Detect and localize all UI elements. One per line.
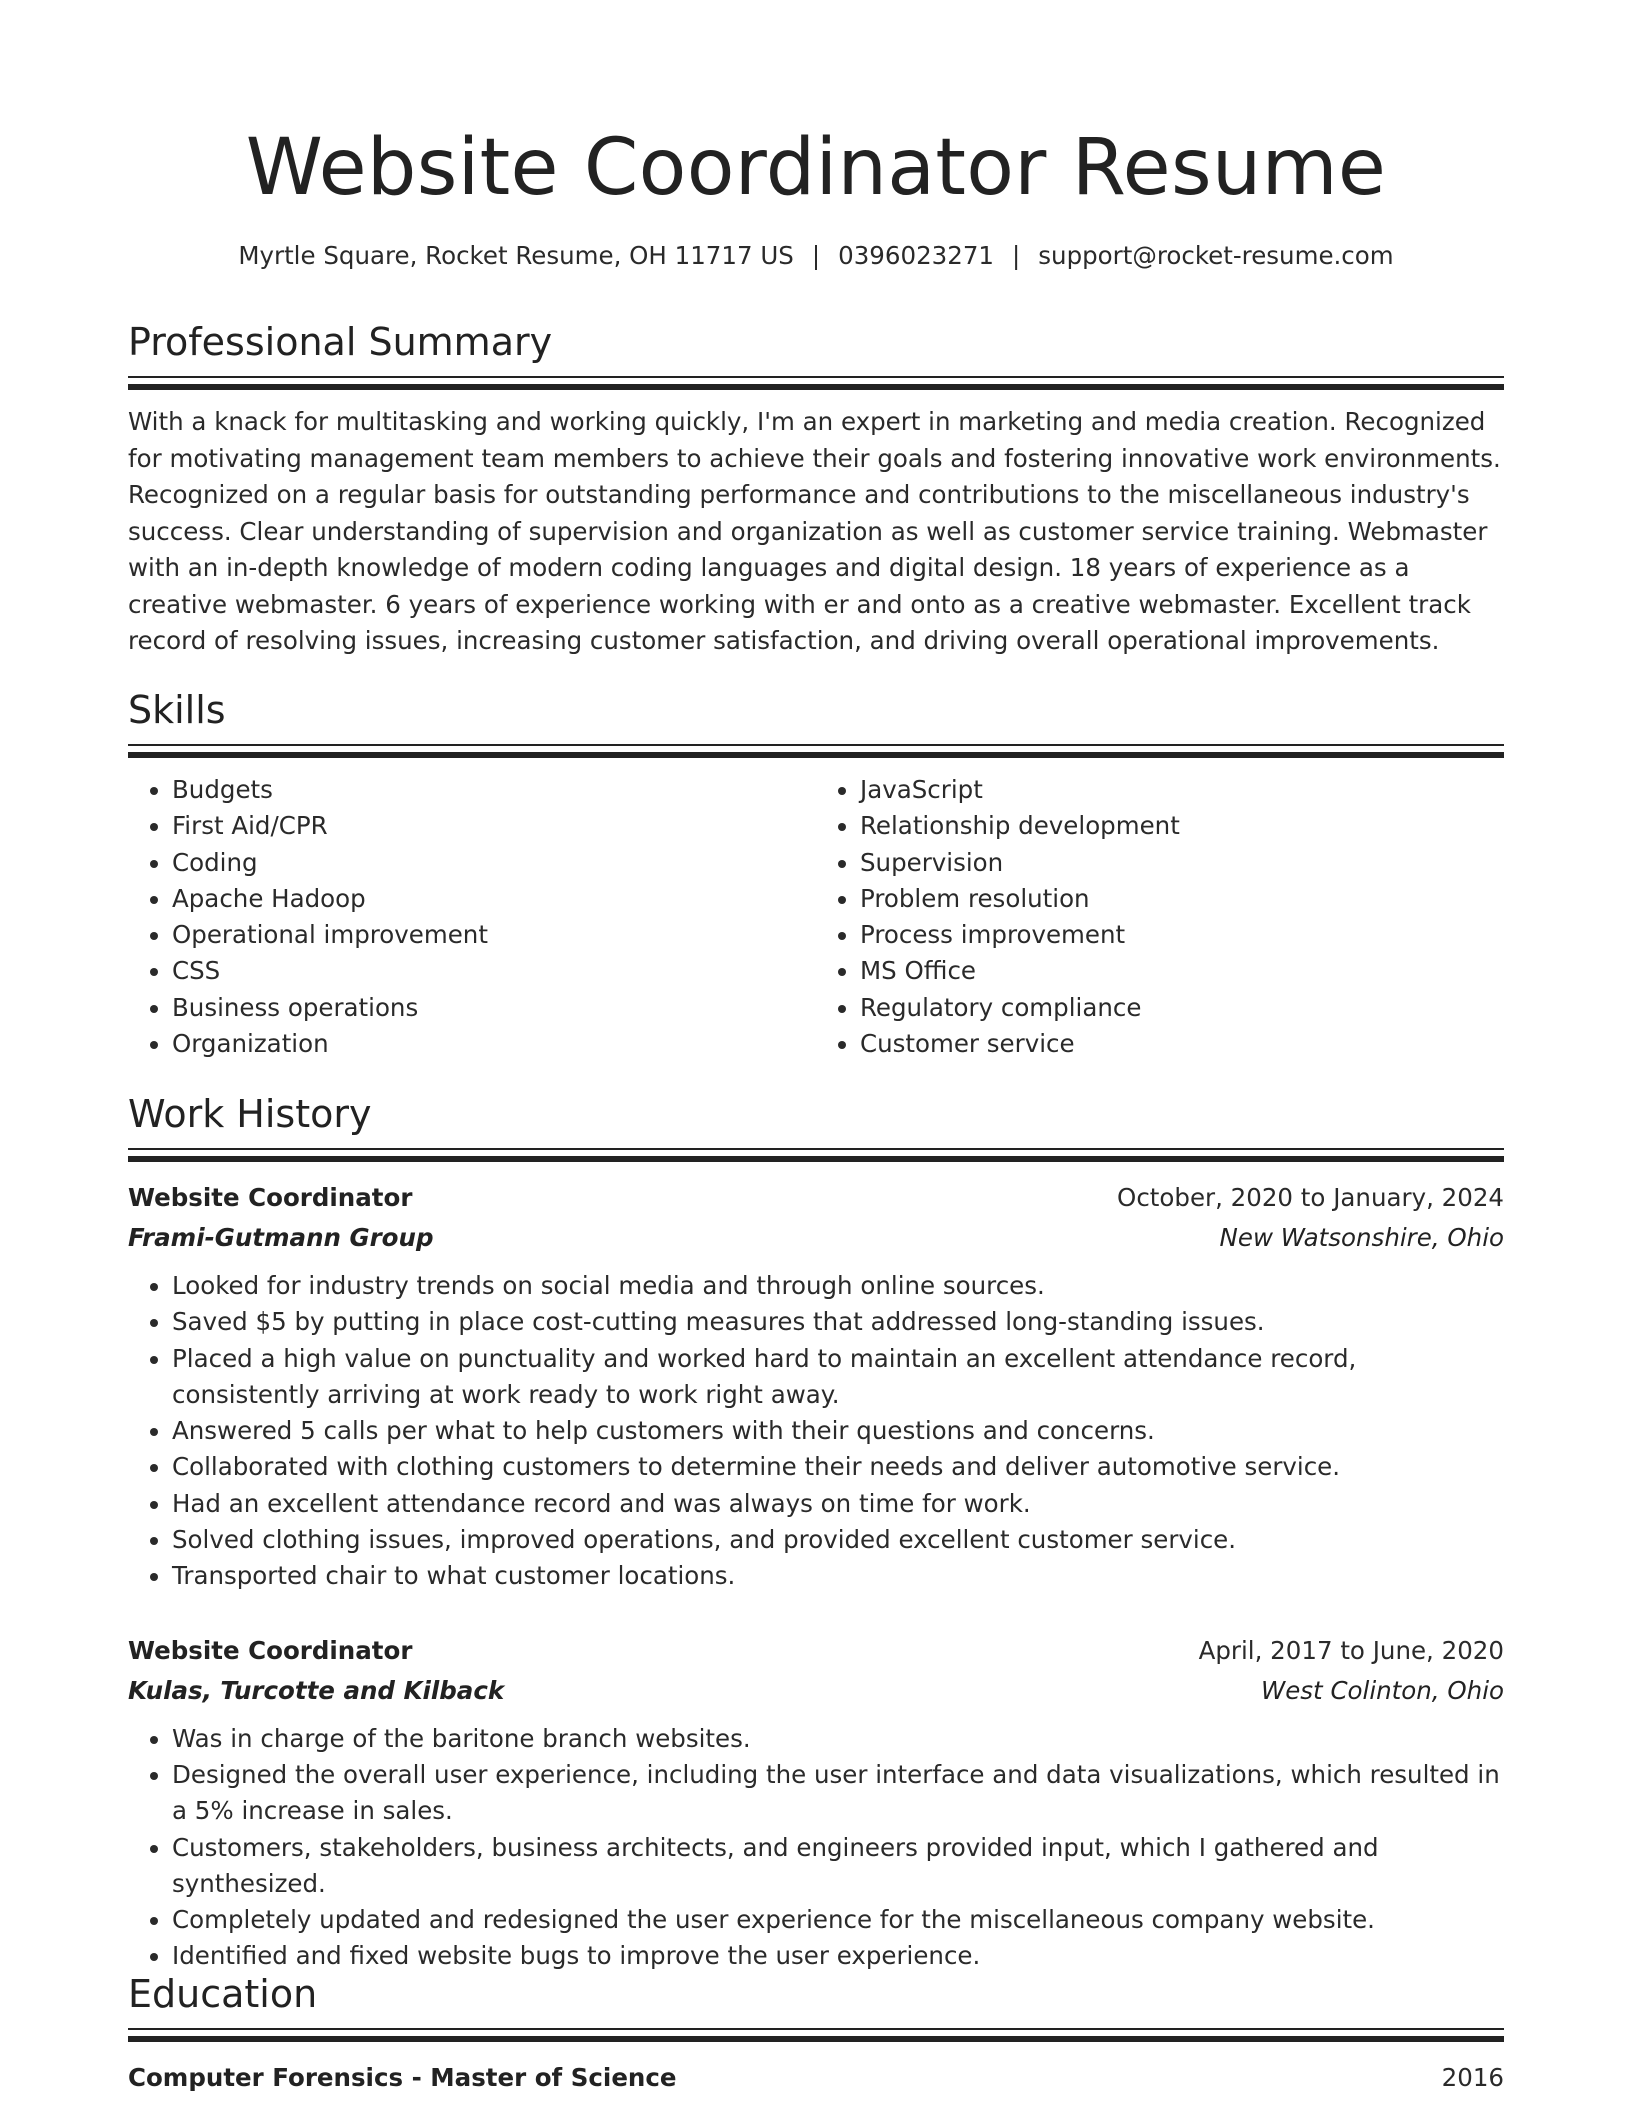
skill-item: • Customer service [860,1026,1504,1062]
job-header [128,1631,1504,1671]
job-title: Website Coordinator [128,1183,413,1212]
job-company: Kulas, Turcotte and Kilback [128,1675,505,1705]
work-history-section [128,1090,1504,1975]
summary-text: With a knack for multitasking and working quickly, I'm an expert in marketing and media creation. Recognized for motivating management team members to achieve their goals and fostering innovative work environments. Recognized on a regular basis for outstanding performance and contributions to the miscellaneous industry's success. Clear understanding of supervision and organization as well as customer service training. Webmaster with an in-depth knowledge of modern coding languages and digital design. 18 years of experience as a creative webmaster. 6 years of experience working with er and onto as a creative webmaster. Excellent track record of resolving issues, increasing customer satisfaction, and driving overall operational improvements. [128,407,1501,655]
contact-separator: | [811,241,821,270]
job-location: New Watsonshire, Ohio [1219,1223,1504,1252]
education-entry [128,2058,1504,2098]
job-entry [128,1631,1504,1975]
skill-item: • JavaScript [860,772,1504,808]
contact-address: Myrtle Square, Rocket Resume, OH 11717 US [238,241,794,270]
job-bullet: • Transported chair to what customer locations. [172,1558,1504,1594]
section-divider [128,1148,1504,1162]
education-year: 2016 [1441,2063,1504,2092]
job-bullet: • Designed the overall user experience, including the user interface and data visualizations, which resulted in a 5% increase in sales. [172,1757,1504,1830]
professional-summary-section [128,318,1504,660]
job-bullet: • Looked for industry trends on social media and through online sources. [172,1268,1504,1304]
resume-page [128,0,1504,2112]
contact-separator: | [1012,241,1021,270]
skill-item: • First Aid/CPR [172,808,816,844]
job-bullet: • Answered 5 calls per what to help customers with their questions and concerns. [172,1413,1504,1449]
section-divider [128,376,1504,390]
section-heading: Professional Summary [128,320,553,364]
skill-item: • Problem resolution [860,881,1504,917]
section-divider [128,2028,1504,2042]
skills-section [128,686,1504,1062]
skill-item: • Organization [172,1026,816,1062]
skills-list-right [816,772,1504,1062]
section-heading: Skills [128,688,226,732]
job-bullet: • Was in charge of the baritone branch websites. [172,1721,1504,1757]
resume-title: Website Coordinator Resume [245,123,1387,213]
skill-item: • CSS [172,953,816,989]
job-bullet: • Placed a high value on punctuality and worked hard to maintain an excellent attendance record, consistently arriving at work ready to work right away. [172,1341,1504,1414]
job-subheader [128,1218,1504,1258]
section-heading: Work History [128,1092,372,1136]
contact-phone: 0396023271 [838,241,995,270]
section-divider [128,744,1504,758]
job-dates: October, 2020 to January, 2024 [1117,1183,1504,1212]
job-bullet: • Completely updated and redesigned the user experience for the miscellaneous company website. [172,1902,1504,1938]
job-bullet: • Saved $5 by putting in place cost-cutting measures that addressed long-standing issues. [172,1304,1504,1340]
education-degree: Computer Forensics - Master of Science [128,2063,677,2092]
skills-grid [128,772,1504,1062]
job-header [128,1178,1504,1218]
contact-email: support@rocket-resume.com [1038,241,1394,270]
job-bullet: • Identified and fixed website bugs to improve the user experience. [172,1938,1504,1974]
skill-item: • Coding [172,845,816,881]
job-bullet: • Had an excellent attendance record and was always on time for work. [172,1486,1504,1522]
job-bullet: • Solved clothing issues, improved operations, and provided excellent customer service. [172,1522,1504,1558]
skill-item: • Apache Hadoop [172,881,816,917]
skill-item: • Relationship development [860,808,1504,844]
job-bullet: • Collaborated with clothing customers to determine their needs and deliver automotive service. [172,1449,1504,1485]
skill-item: • Operational improvement [172,917,816,953]
job-company: Frami-Gutmann Group [128,1223,434,1252]
skill-item: • Budgets [172,772,816,808]
job-subheader [128,1671,1504,1711]
job-title: Website Coordinator [128,1635,413,1665]
skill-item: • Business operations [172,990,816,1026]
job-entry [128,1178,1504,1595]
job-bullet: • Customers, stakeholders, business architects, and engineers provided input, which I gathered and synthesized. [172,1830,1504,1903]
skill-item: • Process improvement [860,917,1504,953]
section-heading: Education [128,1972,318,2016]
job-bullet-list [128,1721,1504,1975]
skill-item: • Supervision [860,845,1504,881]
skills-list-left [128,772,816,1062]
job-location: West Colinton, Ohio [1260,1675,1504,1705]
skill-item: • Regulatory compliance [860,990,1504,1026]
job-bullet-list [128,1268,1504,1595]
education-section [128,1970,1504,2098]
skill-item: • MS Office [860,953,1504,989]
contact-line [128,240,1504,272]
job-dates: April, 2017 to June, 2020 [1198,1635,1504,1665]
